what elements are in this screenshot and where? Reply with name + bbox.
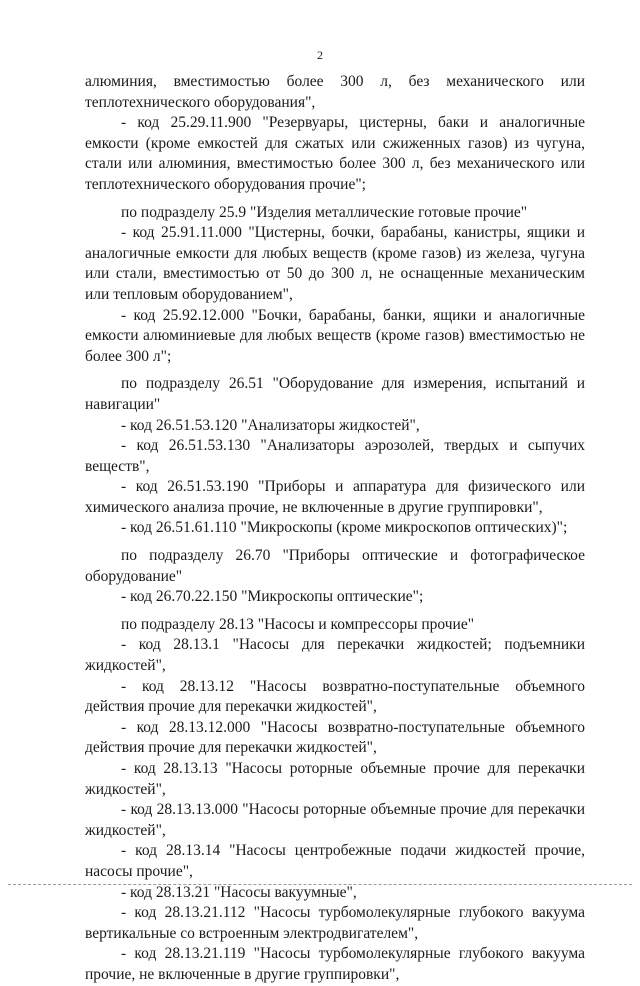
document-paragraph: по подразделу 26.70 "Приборы оптические и фотографическое оборудование" bbox=[85, 547, 585, 585]
document-body bbox=[85, 72, 585, 986]
document-paragraph: - код 28.13.21.112 "Насосы турбомолекулярные глубокого вакуума вертикальные со встроенным электродвигателем", bbox=[85, 904, 585, 942]
document-paragraph: по подразделу 25.9 "Изделия металлические готовые прочие" bbox=[121, 203, 528, 221]
document-paragraph: - код 28.13.21 "Насосы вакуумные", bbox=[121, 883, 357, 901]
document-paragraph: - код 26.51.61.110 "Микроскопы (кроме микроскопов оптических)"; bbox=[121, 519, 568, 537]
document-paragraph: - код 28.13.1 "Насосы для перекачки жидкостей; подъемники жидкостей", bbox=[85, 636, 585, 675]
document-paragraph: - код 28.13.13.000 "Насосы роторные объемные прочие для перекачки жидкостей", bbox=[85, 801, 585, 839]
document-paragraph: - код 26.51.53.190 "Приборы и аппаратура для физического или химического анализа прочие, не включенные в другие группировки", bbox=[85, 478, 585, 516]
document-paragraph: - код 28.13.14 "Насосы центробежные подачи жидкостей прочие, насосы прочие", bbox=[85, 842, 585, 880]
document-paragraph: - код 26.51.53.120 "Анализаторы жидкостей", bbox=[121, 416, 420, 434]
document-paragraph: - код 28.13.12 "Насосы возвратно-поступательные объемного действия прочие для перекачки жидкостей", bbox=[85, 677, 585, 716]
document-paragraph: по подразделу 28.13 "Насосы и компрессоры прочие" bbox=[121, 615, 475, 633]
document-paragraph: - код 25.92.12.000 "Бочки, барабаны, банки, ящики и аналогичные емкости алюминиевые для любых веществ (кроме газов) вместимостью не более 300 л"; bbox=[85, 306, 585, 365]
document-paragraph: - код 28.13.21.119 "Насосы турбомолекулярные глубокого вакуума прочие, не включенные в другие группировки", bbox=[85, 945, 585, 983]
document-paragraph: алюминия, вместимостью более 300 л, без механического или теплотехнического оборудования", bbox=[85, 73, 585, 111]
page-number: 2 bbox=[317, 48, 323, 62]
document-paragraph: по подразделу 26.51 "Оборудование для измерения, испытаний и навигации" bbox=[85, 375, 585, 413]
document-paragraph: - код 26.51.53.130 "Анализаторы аэрозолей, твердых и сыпучих веществ", bbox=[85, 437, 585, 475]
document-paragraph: - код 25.91.11.000 "Цистерны, бочки, барабаны, канистры, ящики и аналогичные емкости для любых веществ (кроме газов) из железа, чугуна или стали, вместимостью от 50 до 300 л, не оснащенные механическим или тепловым оборудованием", bbox=[85, 224, 585, 303]
document-paragraph: - код 28.13.13 "Насосы роторные объемные прочие для перекачки жидкостей", bbox=[85, 760, 585, 798]
document-paragraph: - код 26.70.22.150 "Микроскопы оптические"; bbox=[121, 588, 424, 606]
bottom-dashed-rule bbox=[8, 884, 632, 885]
document-paragraph: - код 28.13.12.000 "Насосы возвратно-поступательные объемного действия прочие для перекачки жидкостей", bbox=[85, 718, 585, 757]
document-paragraph: - код 25.29.11.900 "Резервуары, цистерны, баки и аналогичные емкости (кроме емкостей для сжатых или сжиженных газов) из чугуна, стали или алюминия, вместимостью более 300 л, без механического или теплотехнического оборудования прочие"; bbox=[85, 114, 585, 193]
